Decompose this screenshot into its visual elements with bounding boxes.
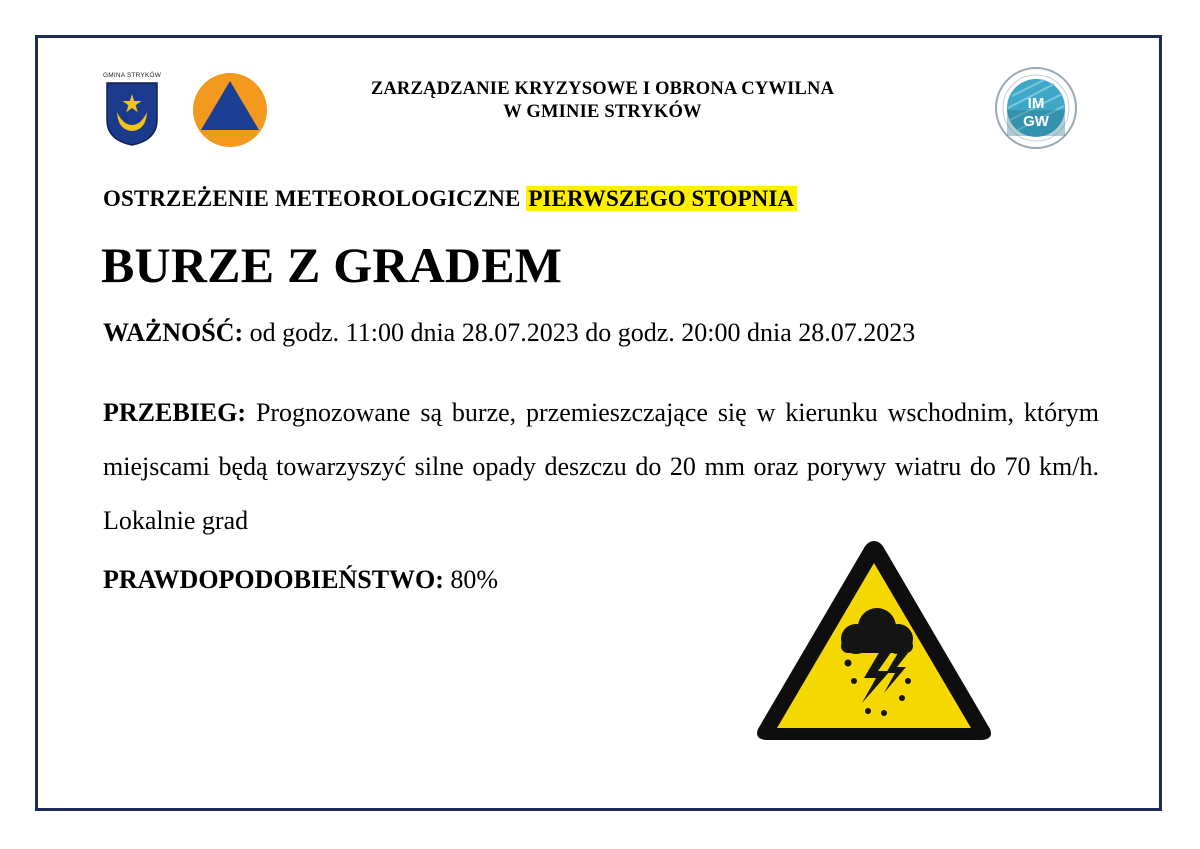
gmina-caption: GMINA STRYKÓW <box>103 72 162 79</box>
imgw-logo <box>994 66 1078 150</box>
warning-level-prefix: OSTRZEŻENIE METEOROLOGICZNE <box>103 186 521 211</box>
hazard-sign <box>752 535 996 745</box>
coat-of-arms-icon <box>106 82 158 146</box>
header-title-line1: ZARZĄDZANIE KRYZYSOWE I OBRONA CYWILNA <box>370 79 835 99</box>
course-paragraph <box>103 386 1099 548</box>
svg-text:GW: GW <box>1023 113 1049 130</box>
warning-level-highlight: PIERWSZEGO STOPNIA <box>526 186 797 211</box>
civil-defence-triangle-icon <box>192 72 268 148</box>
warning-level <box>103 186 797 212</box>
validity-text: od godz. 11:00 dnia 28.07.2023 do godz. 20:00 dnia 28.07.2023 <box>249 318 916 347</box>
thunderstorm-hail-warning-icon <box>752 535 996 745</box>
course-text: Prognozowane są burze, przemieszczające się w kierunku wschodnim, którym miejscami będą towarzyszyć silne opady deszczu do 20 mm oraz porywy wiatru do 70 km/h. Lokalnie grad <box>103 398 1099 535</box>
civil-defence-logo <box>192 72 268 148</box>
gmina-logo <box>103 72 161 146</box>
header-title <box>280 78 925 124</box>
svg-text:IM: IM <box>1027 95 1045 112</box>
validity-label: WAŻNOŚĆ: <box>103 318 244 347</box>
course-label: PRZEBIEG: <box>103 398 247 427</box>
imgw-logo-icon <box>994 66 1078 150</box>
header-title-line2: W GMINIE STRYKÓW <box>503 102 702 122</box>
probability-label: PRAWDOPODOBIEŃSTWO: <box>103 565 444 594</box>
probability-line <box>103 565 498 595</box>
validity-line <box>103 318 915 348</box>
hazard-title: BURZE Z GRADEM <box>101 237 563 293</box>
probability-value: 80% <box>450 565 499 594</box>
